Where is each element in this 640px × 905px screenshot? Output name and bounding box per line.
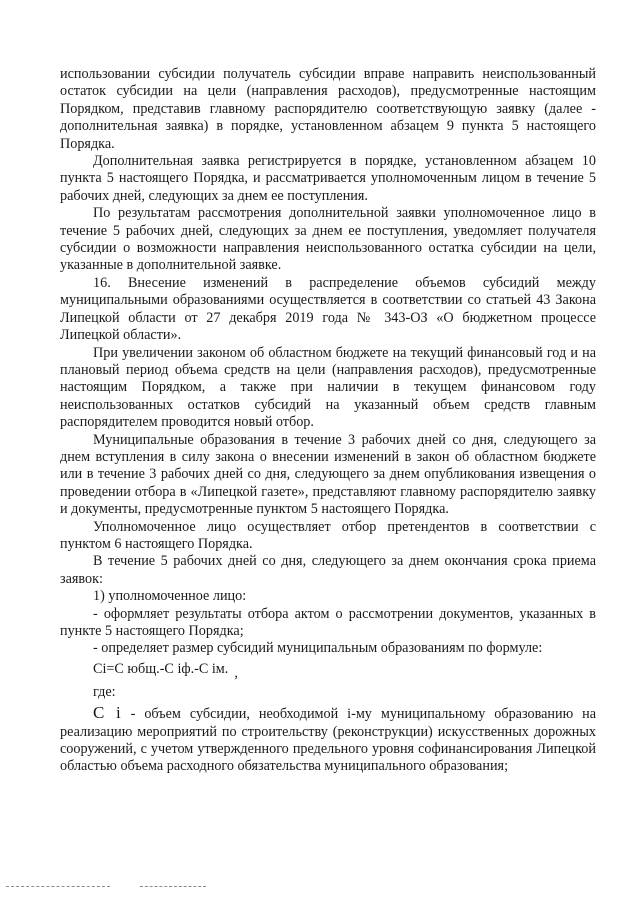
- paragraph-7: Уполномоченное лицо осуществляет отбор претендентов в соответствии с пунктом 6 настоящего Порядка.: [60, 518, 596, 552]
- subsidy-formula: [60, 660, 596, 681]
- paragraph-1: использовании субсидии получатель субсидии вправе направить неиспользованный остаток субсидии на цели (направления расходов), предусмотренные настоящим Порядком, представив главному распорядителю соответствующую заявку (далее - дополнительная заявка) в порядке, установленном абзацем 9 пункта 5 настоящего Порядка.: [60, 66, 596, 152]
- formula-text: Ci=C юбщ.-C iф.-C iм.: [93, 660, 229, 677]
- paragraph-2: Дополнительная заявка регистрируется в порядке, установленном абзацем 10 пункта 5 настоящего Порядка, и рассматривается уполномоченным лицом в течение 5 рабочих дней, следующих за днем ее поступления.: [60, 153, 596, 204]
- document-page: [60, 66, 596, 776]
- paragraph-9: 1) уполномоченное лицо:: [93, 588, 247, 605]
- footer-rule-right: [140, 886, 206, 887]
- paragraph-6: Муниципальные образования в течение 3 рабочих дней со дня, следующего за днем вступления в силу закона о внесении изменений в закон об областном бюджете или в течение 3 рабочих дней со дня, следующего за днем опубликования извещения о проведении отбора в «Липецкой газете», представляют главному распорядителю заявку и документы, предусмотренные пунктом 5 настоящего Порядка.: [60, 431, 596, 518]
- paragraph-10: - оформляет результаты отбора актом о рассмотрении документов, указанных в пункте 5 настоящего Порядка;: [60, 605, 596, 639]
- paragraph-5: При увеличении законом об областном бюджете на текущий финансовый год и на плановый период объема средств на цели (направления расходов), предусмотренные настоящим Порядком, а также при наличии в текущем финансовом году неиспользованных остатков субсидий на указанный объем средств главным распорядителем проводится новый отбор.: [60, 344, 596, 431]
- definition-paragraph: [60, 704, 596, 776]
- definition-symbol: C i: [93, 703, 122, 723]
- definition-text: - объем субсидии, необходимой i-му муниципальному образованию на реализацию мероприятий по строительству (реконструкции) искусственных дорожных сооружений, с учетом утвержденного предельного уровня софинансирования Липецкой областью объема расходного обязательства муниципального образования;: [60, 706, 597, 775]
- footer-rule-left: [6, 886, 110, 887]
- paragraph-3: По результатам рассмотрения дополнительной заявки уполномоченное лицо в течение 5 рабочих дней, следующих за днем ее поступления, уведомляет получателя субсидии о возможности направления неиспользованного остатка субсидии на цели, указанные в дополнительной заявке.: [60, 205, 596, 274]
- where-label: где:: [93, 683, 116, 700]
- paragraph-8: В течение 5 рабочих дней со дня, следующего за днем окончания срока приема заявок:: [60, 553, 596, 587]
- paragraph-11: - определяет размер субсидий муниципальным образованиям по формуле:: [93, 640, 543, 657]
- paragraph-4: 16. Внесение изменений в распределение объемов субсидий между муниципальными образованиями осуществляется в соответствии со статьей 43 Закона Липецкой области от 27 декабря 2019 года № 343-ОЗ «О бюджетном процессе Липецкой области».: [60, 274, 596, 344]
- formula-comma: ,: [234, 664, 238, 681]
